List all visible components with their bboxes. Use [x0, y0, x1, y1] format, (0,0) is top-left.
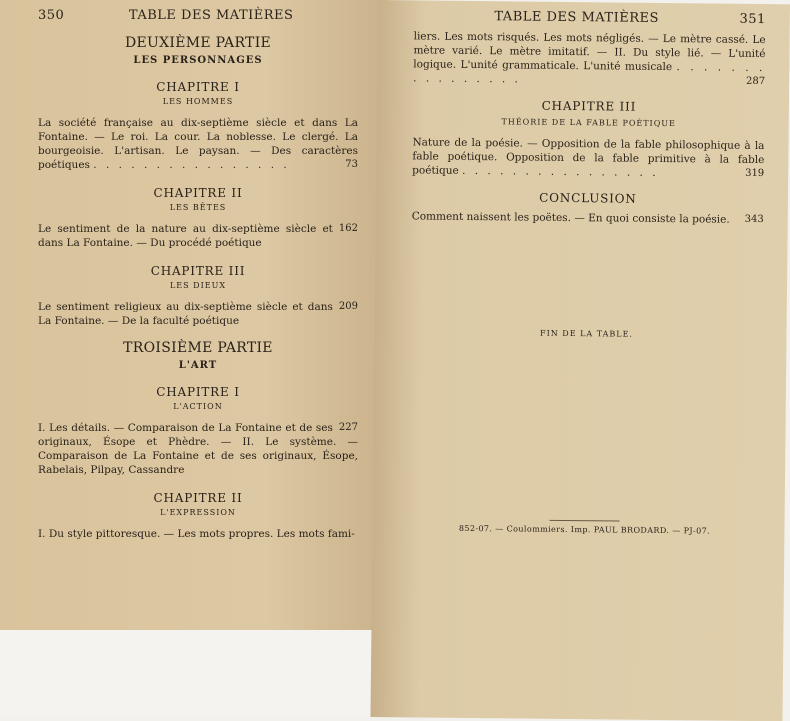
chapter-title: CHAPITRE III	[541, 98, 637, 114]
toc-entry-text: I. Du style pittoresque. — Les mots propres. Les mots fami-	[38, 528, 355, 540]
toc-entry-text: liers. Les mots risqués. Les mots négligés. — Le mètre cassé. Le mètre varié. Le mètre imitatif. — II. Du style lié. — L'unité logique. L'unité grammaticale. L'unité musicale	[413, 30, 766, 74]
part-subtitle-personnages: LES PERSONNAGES	[133, 55, 263, 66]
dot-leader: . . . . . . . . . . . . . . . .	[462, 164, 659, 179]
chapter-title: CHAPITRE II	[153, 186, 243, 200]
toc-entry-page: 227	[338, 422, 358, 433]
left-page	[0, 0, 378, 630]
toc-entry-text: I. Les détails. — Comparaison de La Fontaine et de ses originaux, Ésope et Phèdre. — II. Le système. — Comparaison de La Fontaine et de ses originaux, Ésope, Rabelais, Pilpay, Cassandre	[38, 422, 358, 476]
toc-entry-text: Le sentiment de la nature au dix-septième siècle et dans La Fontaine. — Du procédé poétique	[38, 223, 333, 249]
left-running-head	[38, 8, 358, 23]
toc-entry	[38, 527, 358, 541]
toc-entry-text: La société française au dix-septième siècle et dans La Fontaine. — Le roi. La cour. La noblesse. Le clergé. La bourgeoisie. L'artisan. Le paysan. — Des caractères poétiques	[38, 117, 358, 171]
chapter-subtitle: LES HOMMES	[162, 97, 234, 106]
toc-entry-page: 343	[744, 213, 764, 226]
chapter-subtitle: THÉORIE DE LA FABLE POÉTIQUE	[501, 117, 676, 129]
conclusion-title: CONCLUSION	[539, 190, 637, 206]
toc-entry-text: Le sentiment religieux au dix-septième siècle et dans La Fontaine. — De la faculté poétique	[38, 301, 333, 327]
toc-entry	[412, 209, 764, 227]
toc-entry	[38, 116, 358, 172]
chapter-subtitle: LES BÊTES	[169, 203, 227, 212]
background-surface	[0, 630, 380, 717]
end-of-table: FIN DE LA TABLE.	[540, 328, 634, 339]
toc-entry	[38, 300, 358, 328]
toc-entry-text: Comment naissent les poëtes. — En quoi consiste la poésie.	[411, 210, 730, 226]
part-title-deuxieme: DEUXIÈME PARTIE	[124, 35, 272, 51]
toc-entry-page: 73	[345, 159, 358, 170]
toc-entry	[38, 421, 358, 477]
toc-entry-continued	[413, 29, 766, 89]
toc-entry-text: Nature de la poésie. — Opposition de la fable philosophique à la fable poétique. Opposition de la fable primitive à la fable poétique	[412, 136, 765, 177]
printer-imprint: 852-07. — Coulommiers. Imp. PAUL BRODARD. — PJ-07.	[458, 523, 711, 536]
right-running-title: TABLE DES MATIÈRES	[494, 9, 660, 26]
toc-entry-page: 319	[745, 167, 765, 180]
chapter-subtitle: L'EXPRESSION	[160, 508, 236, 517]
part-title-troisieme: TROISIÈME PARTIE	[123, 340, 273, 356]
toc-entry-page: 162	[338, 223, 358, 234]
imprint-rule	[550, 520, 620, 522]
toc-entry	[412, 135, 764, 181]
toc-entry-page: 209	[338, 301, 358, 312]
right-running-head	[414, 8, 766, 27]
chapter-title: CHAPITRE I	[156, 80, 240, 94]
part-subtitle-art: L'ART	[178, 360, 218, 371]
toc-entry-page: 287	[746, 75, 766, 88]
chapter-subtitle: LES DIEUX	[169, 281, 227, 290]
left-running-title: TABLE DES MATIÈRES	[128, 8, 294, 23]
chapter-title: CHAPITRE I	[156, 385, 240, 399]
chapter-title: CHAPITRE II	[153, 491, 243, 505]
chapter-title: CHAPITRE III	[150, 264, 246, 278]
dot-leader: . . . . . . . . . . . . . . . .	[93, 159, 290, 171]
dot-leader: . . . . . . . . . . . . . . . .	[413, 61, 766, 86]
toc-entry	[38, 222, 358, 250]
right-page-number: 351	[739, 11, 766, 28]
right-page	[370, 0, 789, 721]
left-page-number: 350	[38, 8, 65, 23]
chapter-subtitle: L'ACTION	[173, 402, 223, 411]
